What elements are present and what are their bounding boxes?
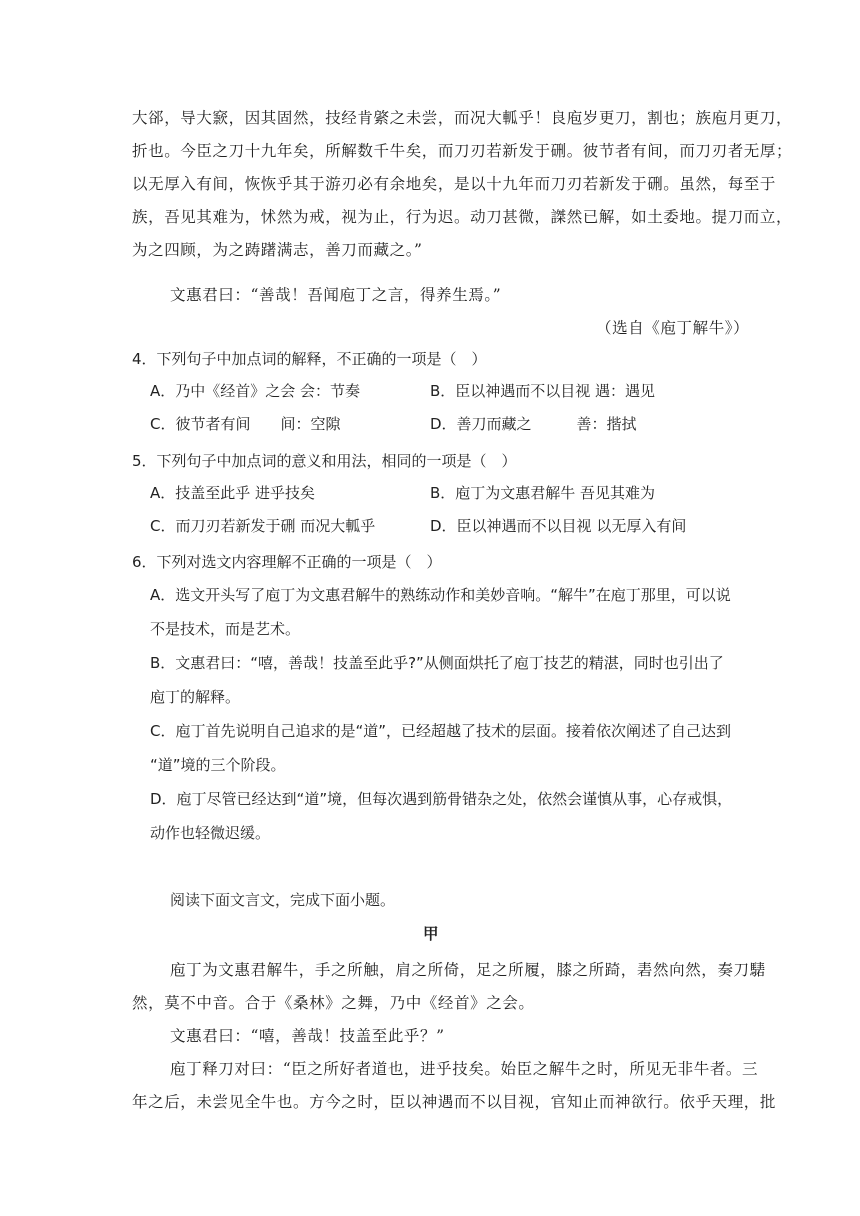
- passage-line-4: 族，吾见其难为，怵然为戒，视为止，行为迟。动刀甚微，謋然已解，如土委地。提刀而立，: [132, 208, 793, 226]
- section-instruction: 阅读下面文言文，完成下面小题。: [170, 891, 396, 909]
- question-6-stem: 6．下列对选文内容理解不正确的一项是（ ）: [132, 553, 442, 571]
- question-5-option-c: C．而刀刃若新发于硎 而况大軱乎: [150, 517, 376, 535]
- section-para-2: 文惠君曰：“嘻，善哉！技盖至此乎？”: [170, 1027, 445, 1045]
- section-para-1-line-1: 庖丁为文惠君解牛，手之所触，肩之所倚，足之所履，膝之所踦，砉然向然，奏刀騞: [170, 961, 766, 979]
- question-4-option-a: A．乃中《经首》之会 会：节奏: [150, 382, 361, 400]
- section-para-3-line-1: 庖丁释刀对曰：“臣之所好者道也，进乎技矣。始臣之解牛之时，所见无非牛者。三: [170, 1060, 759, 1078]
- passage-line-1: 大郤，导大窾，因其固然，技经肯綮之未尝，而况大軱乎！良庖岁更刀，割也；族庖月更刀，: [132, 109, 793, 127]
- section-para-1-line-2: 然，莫不中音。合于《桑林》之舞，乃中《经首》之会。: [132, 994, 535, 1012]
- question-5-stem: 5．下列句子中加点词的意义和用法，相同的一项是（ ）: [132, 452, 517, 470]
- section-heading: 甲: [423, 924, 440, 943]
- question-6-option-c-line-1: C．庖丁首先说明自己追求的是“道”，已经超越了技术的层面。接着依次阐述了自己达到: [150, 722, 732, 740]
- question-6-option-b-line-1: B．文惠君曰：“嘻，善哉！技盖至此乎?”从侧面烘托了庖丁技艺的精湛，同时也引出了: [150, 654, 724, 672]
- question-6-option-d-line-2: 动作也轻微迟缓。: [150, 824, 271, 842]
- passage-closing: 文惠君曰：“善哉！吾闻庖丁之言，得养生焉。”: [170, 286, 502, 304]
- section-para-3-line-2: 年之后，未尝见全牛也。方今之时，臣以神遇而不以目视，官知止而神欲行。依乎天理，批: [132, 1093, 777, 1111]
- question-4-option-c: C．彼节者有间 间：空隙: [150, 415, 341, 433]
- question-6-option-b-line-2: 庖丁的解释。: [150, 688, 241, 706]
- question-6-option-a-line-1: A．选文开头写了庖丁为文惠君解牛的熟练动作和美妙音响。“解牛”在庖丁那里，可以说: [150, 586, 731, 604]
- question-6-option-c-line-2: “道”境的三个阶段。: [150, 756, 286, 774]
- passage-line-3: 以无厚入有间，恢恢乎其于游刃必有余地矣，是以十九年而刀刃若新发于硎。虽然，每至于: [132, 175, 777, 193]
- question-6-option-a-line-2: 不是技术，而是艺术。: [150, 620, 301, 638]
- passage-source: （选自《庖丁解牛》）: [596, 319, 750, 337]
- passage-line-2: 折也。今臣之刀十九年矣，所解数千牛矣，而刀刃若新发于硎。彼节者有间，而刀刃者无厚；: [132, 142, 793, 160]
- question-4-stem: 4．下列句子中加点词的解释，不正确的一项是（ ）: [132, 350, 487, 368]
- question-5-option-a: A．技盖至此乎 进乎技矣: [150, 484, 316, 502]
- question-6-option-d-line-1: D．庖丁尽管已经达到“道”境，但每次遇到筋骨错杂之处，依然会谨慎从事，心存戒惧，: [150, 790, 733, 808]
- question-5-option-b: B．庖丁为文惠君解牛 吾见其难为: [430, 484, 656, 502]
- question-4-option-d: D．善刀而藏之 善：揩拭: [430, 415, 637, 433]
- passage-line-5: 为之四顾，为之踌躇满志，善刀而藏之。”: [132, 241, 423, 259]
- question-4-option-b: B．臣以神遇而不以目视 遇：遇见: [430, 382, 656, 400]
- question-5-option-d: D．臣以神遇而不以目视 以无厚入有间: [430, 517, 687, 535]
